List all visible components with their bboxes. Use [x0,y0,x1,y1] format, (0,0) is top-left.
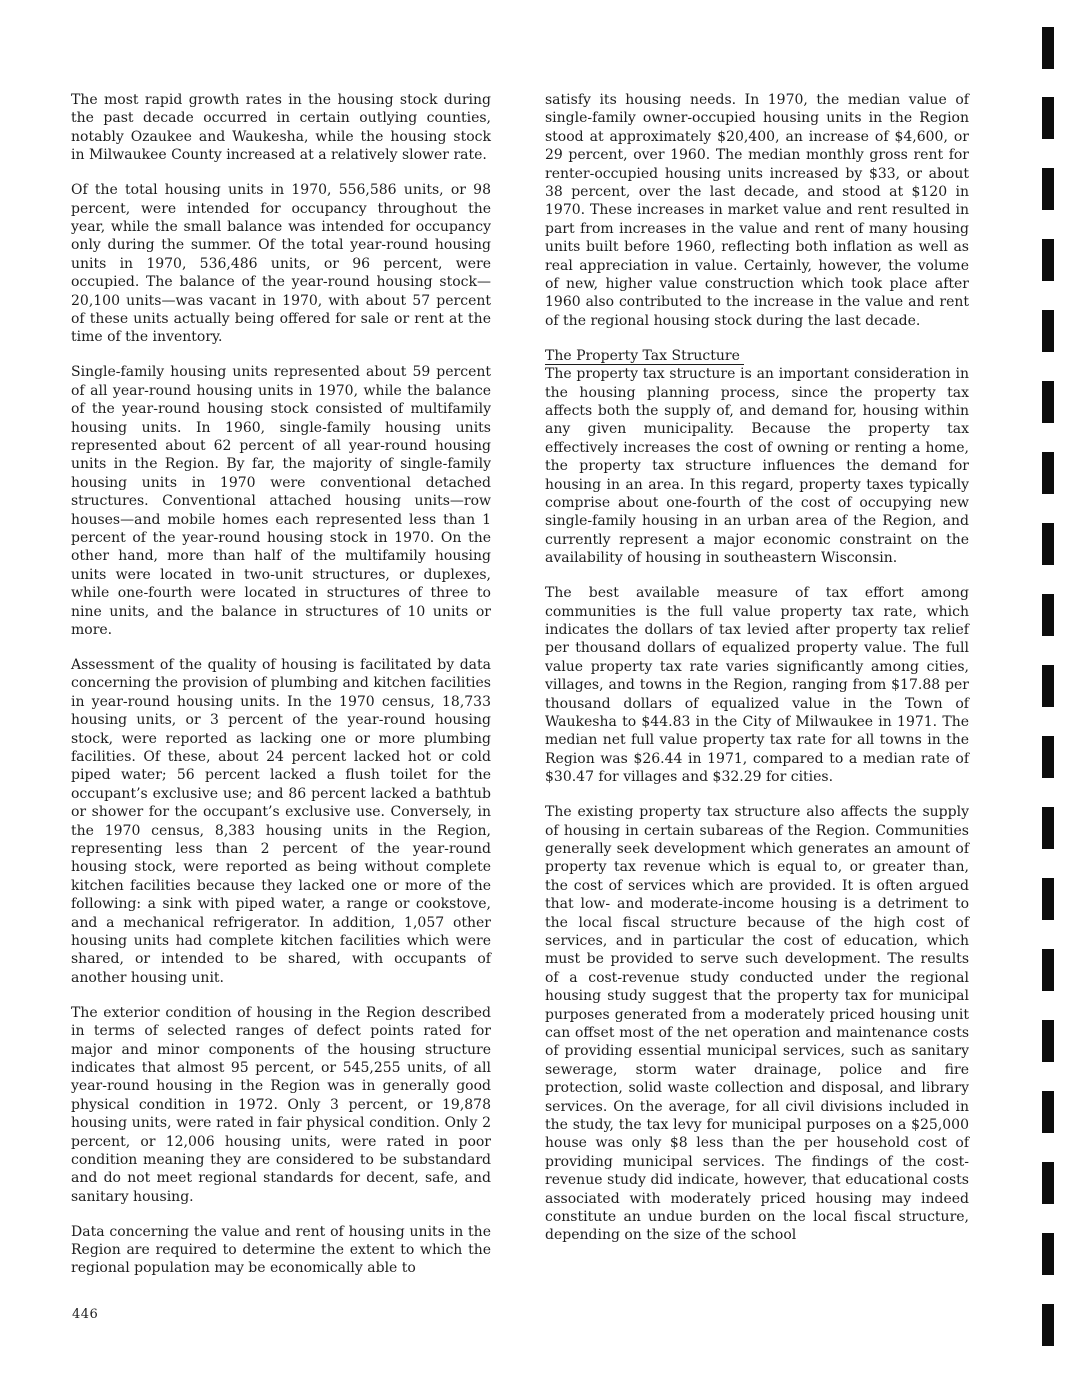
registration-mark [1042,168,1054,210]
registration-mark [1042,736,1054,778]
registration-mark [1042,523,1054,565]
registration-mark [1042,1162,1054,1204]
registration-mark [1042,1233,1054,1275]
registration-mark [1042,27,1054,69]
registration-mark [1042,1304,1054,1346]
paragraph-occupancy: Of the total housing units in 1970, 556,586 units, or 98 percent, were intended for occupancy throughout the year, while the small balance was intended for occupancy only during the summer. Of the total year-round housing units in 1970, 536,486 units, or 96 percent, were occupied. The balance of the year-round housing stock—20,100 units—was vacant in 1970, with about 57 percent of these units actually being offered for sale or rent at the time of the inventory. [71,182,491,346]
section-heading-property-tax [545,347,969,365]
registration-mark [1042,878,1054,920]
registration-mark [1042,97,1054,139]
paragraph-housing-quality: Assessment of the quality of housing is facilitated by data concerning the provision of plumbing and kitchen facilities in year-round housing units. In the 1970 census, 18,733 housing units, or 3 percent of the year-round housing stock, were reported as lacking one or more plumbing facilities. Of these, about 24 percent lacked hot or cold piped water; 56 percent lacked a flush toilet for the occupant’s exclusive use; and 86 percent lacked a bathtub or shower for the occupant’s exclusive use. Conversely, in the 1970 census, 8,383 housing units in the Region, representing less than 2 percent of the year-round housing stock, were reported as being without complete kitchen facilities because they lacked one or more of the following: a sink with piped water, a range or cookstove, and a mechanical refrigerator. In addition, 1,057 other housing units had complete kitchen facilities which were shared, or intended to be shared, with occupants of another housing unit. [71,656,491,986]
paragraph-value-rent: Data concerning the value and rent of housing units in the Region are required to determine the extent to which the regional population may be economically able to [71,1223,491,1277]
paragraph-single-family: Single-family housing units represented about 59 percent of all year-round housing units in 1970, while the balance of the year-round housing stock consisted of multifamily housing units. In 1960, single-family housing units represented about 62 percent of all year-round housing units in the Region. By far, the majority of single-family housing units in 1970 were conventional detached structures. Conventional attached housing units—row houses—and mobile homes each represented less than 1 percent of the year-round housing stock in 1970. On the other hand, more than half of the multifamily housing units were located in two-unit structures, or duplexes, while one-fourth were located in structures of three to nine units, and the balance in structures of 10 units or more. [71,364,491,638]
registration-mark [1042,1091,1054,1133]
margin-registration-marks [1042,0,1056,1380]
registration-mark [1042,452,1054,494]
paragraph-property-tax-structure: The property tax structure is an important consideration in the housing planning process, since the property tax affects both the supply of, and demand for, housing within any given municipality. Because the property tax effectively increases the cost of owning or renting a home, the property tax structure influences the demand for housing in an area. In this regard, property taxes typically comprise about one-fourth of the cost of occupying new single-family housing in an urban area of the Region, and currently represent a major economic constraint on the availability of housing in southeastern Wisconsin. [545,366,969,567]
paragraph-supply-effects: The existing property tax structure also affects the supply of housing in certain subareas of the Region. Communities generally seek development which generates an amount of property tax revenue which is equal to, or greater than, the cost of services which are provided. It is often argued that low- and moderate-income housing is a detriment to the local fiscal structure because of the high cost of services, and in particular the cost of education, which must be provided to serve such development. The results of a cost-revenue study conducted under the regional housing study suggest that the property tax for municipal purposes generated from a moderately priced housing unit can offset most of the net operation and maintenance costs of providing essential municipal services, such as sanitary sewerage, storm water drainage, police and fire protection, solid waste collection and disposal, and library services. On the average, for all civil divisions included in the study, the tax levy for municipal purposes on a $25,000 house was only $8 less than the per household cost of providing municipal services. The findings of the cost-revenue study did indicate, however, that educational costs associated with moderately priced housing may indeed constitute an undue burden on the local fiscal structure, depending on the size of the school [545,804,969,1244]
registration-mark [1042,381,1054,423]
paragraph-median-value: satisfy its housing needs. In 1970, the median value of single-family owner-occupied housing units in the Region stood at approximately $20,400, an increase of $4,600, or 29 percent, over 1960. The median monthly gross rent for renter-occupied housing units increased by $33, or about 38 percent, over the last decade, and stood at $120 in 1970. These increases in market value and rent resulted in part from increases in the value and rent of many housing units built before 1960, reflecting both inflation as well as real appreciation in value. Certainly, however, the volume of new, higher value construction which took place after 1960 also contributed to the increase in the value and rent of the regional housing stock during the last decade. [545,92,969,329]
registration-mark [1042,310,1054,352]
paragraph-growth-rates: The most rapid growth rates in the housing stock during the past decade occurred in certain outlying counties, notably Ozaukee and Waukesha, while the housing stock in Milwaukee County increased at a relatively slower rate. [71,92,491,164]
registration-mark [1042,949,1054,991]
section-heading-text: The Property Tax Structure [545,348,744,365]
registration-mark [1042,1020,1054,1062]
paragraph-exterior-condition: The exterior condition of housing in the Region described in terms of selected ranges of defect points rated for major and minor components of the housing structure indicates that almost 95 percent, or 545,255 units, of all year-round housing in the Region was in generally good physical condition in 1972. Only 3 percent, or 19,878 housing units, were rated in fair physical condition. Only 2 percent, or 12,006 housing units, were rated in poor condition meaning they are considered to be substandard and do not meet regional standards for decent, safe, and sanitary housing. [71,1004,491,1205]
registration-mark [1042,665,1054,707]
paragraph-tax-effort: The best available measure of tax effort among communities is the full value property tax rate, which indicates the dollars of tax levied after property tax relief per thousand dollars of equalized property value. The full value property tax rate varies significantly among cities, villages, and towns in the Region, ranging from $17.88 per thousand dollars of equalized value in the Town of Waukesha to $44.83 in the City of Milwaukee in 1971. The median net full value property tax rate for all towns in the Region was $26.44 in 1971, compared to a median rate of $30.47 for villages and $32.29 for cities. [545,585,969,786]
page-number: 446 [72,1307,99,1322]
registration-mark [1042,594,1054,636]
left-column [71,91,491,1294]
registration-mark [1042,807,1054,849]
right-column [545,91,969,1261]
registration-mark [1042,239,1054,281]
